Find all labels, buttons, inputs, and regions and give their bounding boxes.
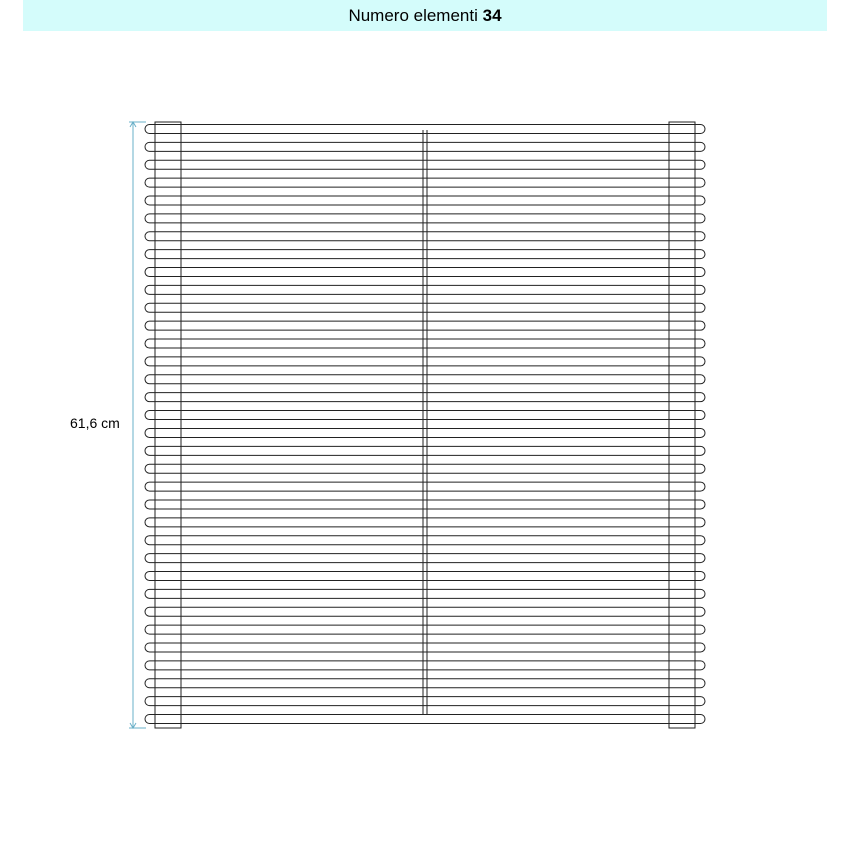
- radiator-tube: [145, 482, 705, 491]
- header-label: Numero elementi: [348, 6, 478, 25]
- radiator-tube: [145, 411, 705, 420]
- radiator-tube: [145, 268, 705, 277]
- right-collector: [669, 122, 695, 728]
- radiator-tube: [145, 554, 705, 563]
- radiator-tube: [145, 357, 705, 366]
- radiator-tube: [145, 250, 705, 259]
- collectors: [155, 122, 695, 728]
- radiator-tube: [145, 196, 705, 205]
- radiator-tube: [145, 625, 705, 634]
- radiator-tube: [145, 679, 705, 688]
- left-collector: [155, 122, 181, 728]
- radiator-tube: [145, 571, 705, 580]
- radiator-tube: [145, 643, 705, 652]
- radiator-tube: [145, 178, 705, 187]
- radiator-tube: [145, 589, 705, 598]
- radiator-tube: [145, 715, 705, 724]
- radiator-tube: [145, 160, 705, 169]
- radiator-tube: [145, 428, 705, 437]
- radiator-tube: [145, 446, 705, 455]
- radiator-tube: [145, 536, 705, 545]
- radiator-tube: [145, 393, 705, 402]
- radiator-tube: [145, 232, 705, 241]
- height-dimension-label: 61,6 cm: [70, 415, 120, 431]
- radiator-tube: [145, 375, 705, 384]
- radiator-tube: [145, 285, 705, 294]
- height-dimension-line: [129, 122, 146, 728]
- radiator-tubes: [145, 125, 705, 724]
- radiator-tube: [145, 607, 705, 616]
- radiator-tube: [145, 142, 705, 151]
- radiator-tube: [145, 303, 705, 312]
- radiator-tube: [145, 661, 705, 670]
- radiator-tube: [145, 214, 705, 223]
- radiator-tube: [145, 321, 705, 330]
- radiator-tube: [145, 500, 705, 509]
- radiator-tube: [145, 518, 705, 527]
- radiator-tube: [145, 464, 705, 473]
- element-count: 34: [482, 6, 502, 25]
- radiator-tube: [145, 339, 705, 348]
- radiator-tube: [145, 125, 705, 134]
- radiator-tube: [145, 697, 705, 706]
